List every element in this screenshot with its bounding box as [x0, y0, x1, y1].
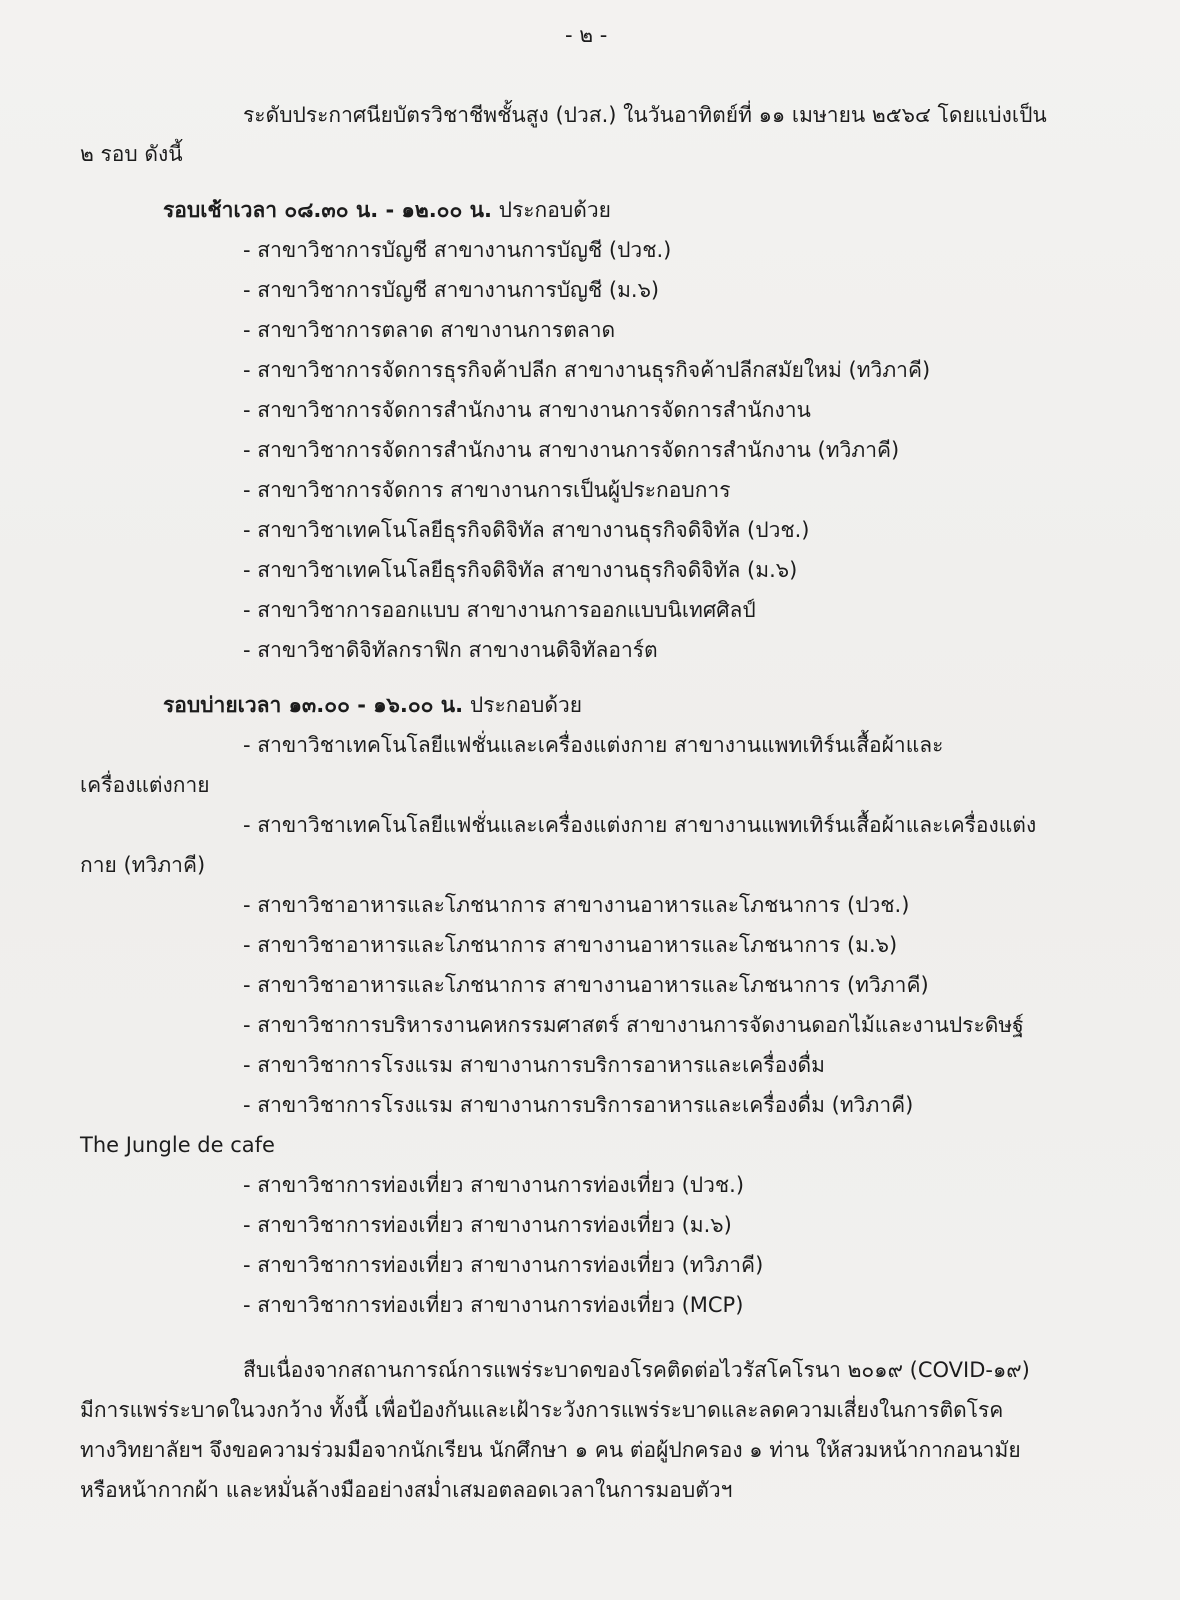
list-item: - สาขาวิชาอาหารและโภชนาการ สาขางานอาหารและโภชนาการ (ทวิภาคี)	[243, 973, 929, 997]
list-item: - สาขาวิชาเทคโนโลยีแฟชั่นและเครื่องแต่งกาย สาขางานแพทเทิร์นเสื้อผ้าและ	[243, 733, 944, 757]
list-item: - สาขาวิชาอาหารและโภชนาการ สาขางานอาหารและโภชนาการ (ม.๖)	[243, 933, 898, 957]
covid-notice-line-4: หรือหน้ากากผ้า และหมั่นล้างมืออย่างสม่ำเสมอตลอดเวลาในการมอบตัวฯ	[80, 1478, 733, 1502]
list-item: - สาขาวิชาการท่องเที่ยว สาขางานการท่องเที่ยว (ปวช.)	[243, 1173, 745, 1197]
list-item: - สาขาวิชาการจัดการ สาขางานการเป็นผู้ประกอบการ	[243, 478, 731, 502]
list-item: - สาขาวิชาการท่องเที่ยว สาขางานการท่องเที่ยว (MCP)	[243, 1293, 744, 1317]
list-item: - สาขาวิชาเทคโนโลยีแฟชั่นและเครื่องแต่งกาย สาขางานแพทเทิร์นเสื้อผ้าและเครื่องแต่ง	[243, 813, 1037, 837]
list-item-continuation: กาย (ทวิภาคี)	[80, 853, 206, 877]
list-item: - สาขาวิชาการโรงแรม สาขางานการบริการอาหารและเครื่องดื่ม (ทวิภาคี)	[243, 1093, 914, 1117]
morning-heading-suffix: ประกอบด้วย	[491, 198, 611, 222]
covid-notice-line-1: สืบเนื่องจากสถานการณ์การแพร่ระบาดของโรคติดต่อไวรัสโคโรนา ๒๐๑๙ (COVID-๑๙)	[243, 1358, 1030, 1382]
afternoon-heading	[163, 690, 582, 720]
list-item-continuation: เครื่องแต่งกาย	[80, 773, 210, 797]
list-item: - สาขาวิชาการท่องเที่ยว สาขางานการท่องเที่ยว (ทวิภาคี)	[243, 1253, 764, 1277]
list-item: - สาขาวิชาการบริหารงานคหกรรมศาสตร์ สาขางานการจัดงานดอกไม้และงานประดิษฐ์	[243, 1013, 1024, 1037]
intro-line-1: ระดับประกาศนียบัตรวิชาชีพชั้นสูง (ปวส.) ในวันอาทิตย์ที่ ๑๑ เมษายน ๒๕๖๔ โดยแบ่งเป็น	[243, 103, 1047, 127]
list-item: - สาขาวิชาอาหารและโภชนาการ สาขางานอาหารและโภชนาการ (ปวช.)	[243, 893, 910, 917]
list-item: - สาขาวิชาการบัญชี สาขางานการบัญชี (ม.๖)	[243, 278, 660, 302]
list-item: - สาขาวิชาการท่องเที่ยว สาขางานการท่องเที่ยว (ม.๖)	[243, 1213, 732, 1237]
list-item: - สาขาวิชาการโรงแรม สาขางานการบริการอาหารและเครื่องดื่ม	[243, 1053, 825, 1077]
list-item: - สาขาวิชาเทคโนโลยีธุรกิจดิจิทัล สาขางานธุรกิจดิจิทัล (ปวช.)	[243, 518, 810, 542]
list-item: - สาขาวิชาการตลาด สาขางานการตลาด	[243, 318, 616, 342]
afternoon-heading-time: รอบบ่ายเวลา ๑๓.๐๐ - ๑๖.๐๐ น.	[163, 693, 464, 717]
morning-heading	[163, 195, 611, 225]
morning-heading-time: รอบเช้าเวลา ๐๘.๓๐ น. - ๑๒.๐๐ น.	[163, 198, 492, 222]
list-item: - สาขาวิชาการออกแบบ สาขางานการออกแบบนิเทศศิลป์	[243, 598, 756, 622]
covid-notice-line-3: ทางวิทยาลัยฯ จึงขอความร่วมมือจากนักเรียน นักศึกษา ๑ คน ต่อผู้ปกครอง ๑ ท่าน ให้สวมหน้ากากอนามัย	[80, 1438, 1021, 1462]
intro-line-2: ๒ รอบ ดังนี้	[80, 142, 183, 166]
cafe-line: The Jungle de cafe	[80, 1133, 275, 1157]
list-item: - สาขาวิชาการจัดการสำนักงาน สาขางานการจัดการสำนักงาน	[243, 398, 811, 422]
list-item: - สาขาวิชาการจัดการธุรกิจค้าปลีก สาขางานธุรกิจค้าปลีกสมัยใหม่ (ทวิภาคี)	[243, 358, 931, 382]
covid-notice-line-2: มีการแพร่ระบาดในวงกว้าง ทั้งนี้ เพื่อป้องกันและเฝ้าระวังการแพร่ระบาดและลดความเสี่ยงในการติดโรค	[80, 1398, 1004, 1422]
page-number: - ๒ -	[565, 23, 608, 47]
list-item: - สาขาวิชาดิจิทัลกราฟิก สาขางานดิจิทัลอาร์ต	[243, 638, 658, 662]
list-item: - สาขาวิชาการบัญชี สาขางานการบัญชี (ปวช.)	[243, 238, 672, 262]
list-item: - สาขาวิชาเทคโนโลยีธุรกิจดิจิทัล สาขางานธุรกิจดิจิทัล (ม.๖)	[243, 558, 798, 582]
list-item: - สาขาวิชาการจัดการสำนักงาน สาขางานการจัดการสำนักงาน (ทวิภาคี)	[243, 438, 900, 462]
afternoon-heading-suffix: ประกอบด้วย	[463, 693, 583, 717]
